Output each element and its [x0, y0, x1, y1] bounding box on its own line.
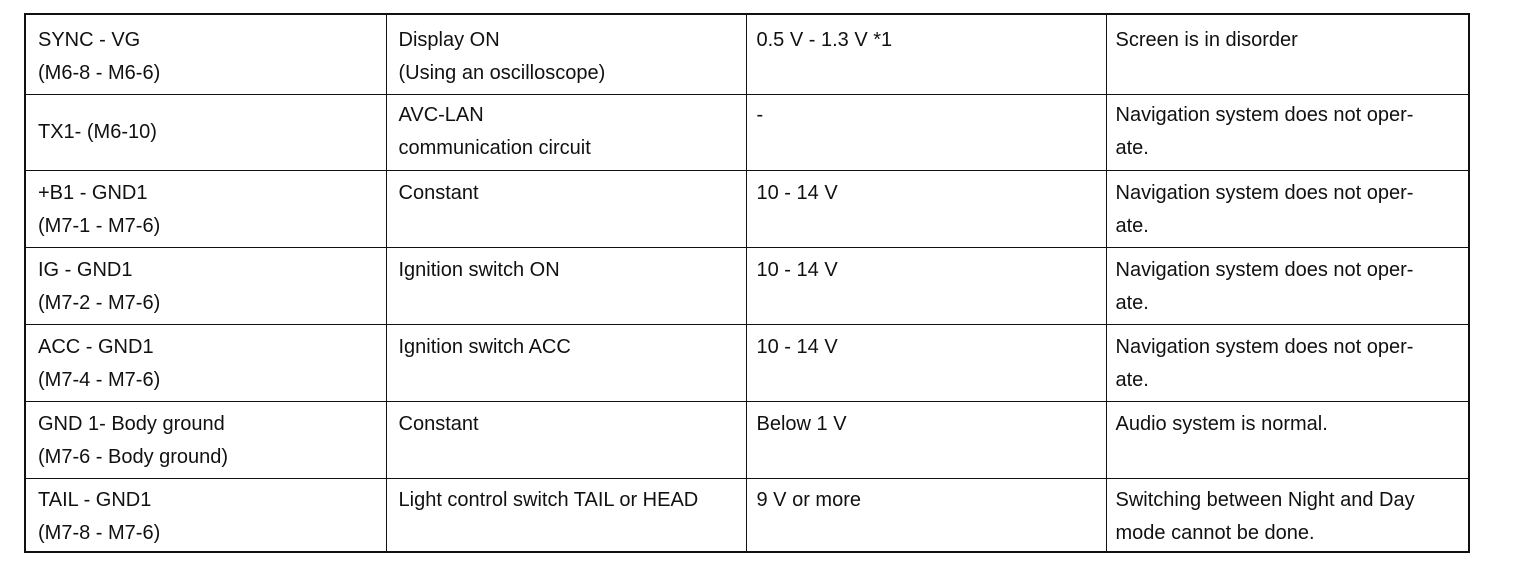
- symptom-cell: [1106, 170, 1469, 247]
- terminal-line: +B1 - GND1: [38, 181, 148, 204]
- terminal-line: (M7-1 - M7-6): [38, 214, 161, 237]
- spec-cell: [746, 324, 1106, 401]
- spec-cell: [746, 478, 1106, 552]
- symptom-cell: [1106, 324, 1469, 401]
- spec-line: 0.5 V - 1.3 V *1: [756, 29, 893, 51]
- table-row: [25, 401, 1469, 478]
- spec-line: 10 - 14 V: [756, 335, 838, 358]
- symptom-cell: [1106, 247, 1469, 324]
- condition-line: Display ON: [398, 29, 500, 51]
- symptom-line: mode cannot be done.: [1115, 521, 1315, 544]
- terminal-line: (M7-4 - M7-6): [38, 368, 161, 391]
- condition-cell: [386, 247, 746, 324]
- table-row: [25, 324, 1469, 401]
- terminal-line: TAIL - GND1: [38, 488, 152, 511]
- spec-cell: [746, 14, 1106, 94]
- symptom-line: ate.: [1115, 368, 1149, 391]
- symptom-cell: [1106, 478, 1469, 552]
- terminal-line: (M7-2 - M7-6): [38, 291, 161, 314]
- spec-line: 10 - 14 V: [756, 258, 838, 281]
- spec-cell: [746, 401, 1106, 478]
- condition-cell: [386, 94, 746, 170]
- spec-line: 10 - 14 V: [756, 181, 838, 204]
- terminal-cell: [25, 324, 386, 401]
- terminal-line: (M6-8 - M6-6): [38, 62, 161, 84]
- table-row: [25, 247, 1469, 324]
- condition-line: AVC-LAN: [398, 103, 484, 126]
- terminal-line: IG - GND1: [38, 258, 133, 281]
- terminal-line: GND 1- Body ground: [38, 412, 225, 435]
- symptom-cell: [1106, 14, 1469, 94]
- terminal-cell: [25, 170, 386, 247]
- spec-line: -: [756, 103, 764, 126]
- terminal-line: (M7-6 - Body ground): [38, 445, 229, 468]
- terminal-inspection-table: [24, 13, 1470, 553]
- table-row: [25, 14, 1469, 94]
- symptom-line: Navigation system does not oper-: [1115, 103, 1414, 126]
- symptom-line: Switching between Night and Day: [1115, 488, 1415, 511]
- spec-cell: [746, 247, 1106, 324]
- terminal-cell: [25, 401, 386, 478]
- condition-line: Ignition switch ON: [398, 258, 560, 281]
- terminal-cell: [25, 94, 386, 170]
- symptom-line: Navigation system does not oper-: [1115, 335, 1414, 358]
- condition-cell: [386, 170, 746, 247]
- condition-cell: [386, 324, 746, 401]
- condition-line: communication circuit: [398, 136, 591, 159]
- symptom-cell: [1106, 401, 1469, 478]
- symptom-line: Audio system is normal.: [1115, 412, 1328, 435]
- condition-line: Constant: [398, 412, 479, 435]
- symptom-line: Navigation system does not oper-: [1115, 181, 1414, 204]
- table-row: [25, 170, 1469, 247]
- symptom-line: ate.: [1115, 291, 1149, 314]
- condition-line: Ignition switch ACC: [398, 335, 571, 358]
- table-row: [25, 94, 1469, 170]
- symptom-cell: [1106, 94, 1469, 170]
- condition-line: Constant: [398, 181, 479, 204]
- terminal-cell: [25, 14, 386, 94]
- condition-cell: [386, 478, 746, 552]
- condition-line: Light control switch TAIL or HEAD: [398, 488, 699, 511]
- symptom-line: ate.: [1115, 136, 1149, 159]
- terminal-line: ACC - GND1: [38, 335, 154, 358]
- symptom-line: ate.: [1115, 214, 1149, 237]
- spec-cell: [746, 94, 1106, 170]
- condition-line: (Using an oscilloscope): [398, 62, 606, 84]
- spec-line: Below 1 V: [756, 412, 847, 435]
- symptom-line: Screen is in disorder: [1115, 29, 1298, 51]
- spec-line: 9 V or more: [756, 488, 861, 511]
- table-row: [25, 478, 1469, 552]
- condition-cell: [386, 401, 746, 478]
- condition-cell: [386, 14, 746, 94]
- terminal-cell: [25, 247, 386, 324]
- terminal-line: TX1- (M6-10): [38, 120, 157, 143]
- terminal-line: SYNC - VG: [38, 29, 141, 51]
- spec-cell: [746, 170, 1106, 247]
- terminal-line: (M7-8 - M7-6): [38, 521, 161, 544]
- terminal-cell: [25, 478, 386, 552]
- symptom-line: Navigation system does not oper-: [1115, 258, 1414, 281]
